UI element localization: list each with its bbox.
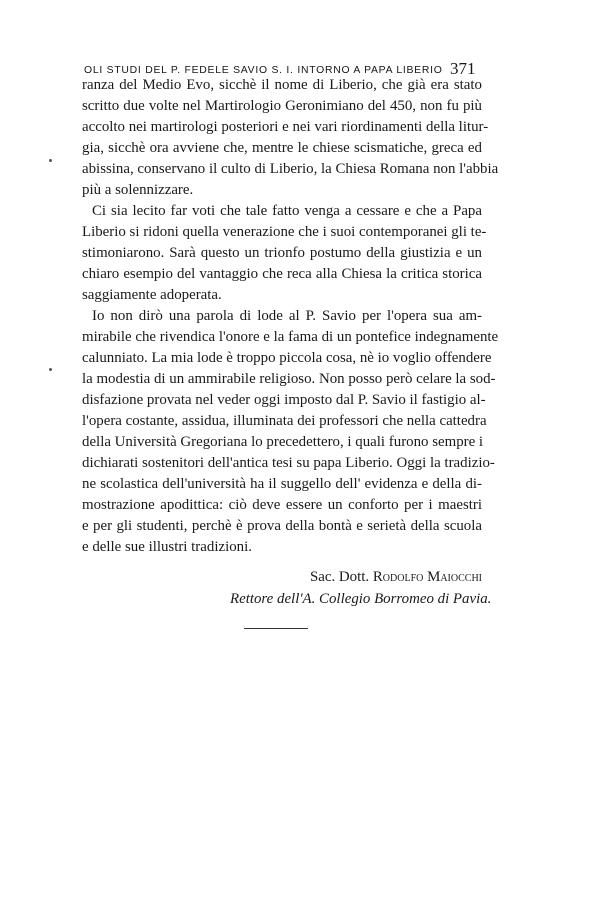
text-line: l'opera costante, assidua, illuminata dei professori che nella cattedra <box>82 413 487 429</box>
text-line: saggiamente adoperata. <box>82 287 222 303</box>
text-line: ranza del Medio Evo, sicchè il nome di Liberio, che già era stato <box>82 77 482 93</box>
text-line: più a solennizzare. <box>82 182 194 198</box>
text-line: Liberio si ridoni quella venerazione che i suoi contemporanei gli te- <box>82 224 487 240</box>
running-title: OLI STUDI DEL P. FEDELE SAVIO S. I. INTORNO A PAPA LIBERIO <box>84 65 443 76</box>
text-line: scritto due volte nel Martirologio Geronimiano del 450, non fu più <box>82 98 482 114</box>
text-line: dichiarati sostenitori dell'antica tesi su papa Liberio. Oggi la tradizio- <box>82 455 495 471</box>
text-line: disfazione provata nel veder oggi imposto dal P. Savio il fastigio al- <box>82 392 486 408</box>
signature-author: Rodolfo Maiocchi <box>372 569 482 585</box>
signature-prefix: Sac. Dott. <box>309 569 370 585</box>
text-line: e per gli studenti, perchè è prova della bontà e serietà della scuola <box>82 518 482 534</box>
page-number: 371 <box>450 59 476 78</box>
text-line: abissina, conservano il culto di Liberio, la Chiesa Romana non l'abbia <box>82 161 499 177</box>
text-line: chiaro esempio del vantaggio che reca alla Chiesa la critica storica <box>82 266 482 282</box>
text-line: della Università Gregoriana lo precedettero, i quali furono sempre i <box>82 434 484 450</box>
signature-title: Rettore dell'A. Collegio Borromeo di Pavia. <box>230 591 492 607</box>
text-line: mostrazione apodittica: ciò deve essere un conforto per i maestri <box>82 497 482 513</box>
text-line: accolto nei martirologi posteriori e nei vari riordinamenti della litur- <box>82 119 489 135</box>
text-line: ne scolastica dell'università ha il suggello dell' evidenza e della di- <box>82 476 482 492</box>
text-line: calunniato. La mia lode è troppo piccola cosa, nè io voglio offendere <box>82 350 492 366</box>
signature-name <box>230 566 482 588</box>
margin-mark <box>49 368 52 371</box>
text-line: stimoniarono. Sarà questo un trionfo postumo della giustizia e un <box>82 245 482 261</box>
paragraph-first-line: Ci sia lecito far voti che tale fatto venga a cessare e che a Papa <box>92 203 482 219</box>
text-line: la modestia di un ammirabile religioso. Non posso però celare la sod- <box>82 371 496 387</box>
closing-rule <box>244 628 308 629</box>
text-line: e delle sue illustri tradizioni. <box>82 539 252 555</box>
margin-mark <box>49 159 52 162</box>
text-line: mirabile che rivendica l'onore e la fama di un pontefice indegnamente <box>82 329 499 345</box>
text-line: gia, sicchè ora avviene che, mentre le chiese scismatiche, greca ed <box>82 140 482 156</box>
paragraph-first-line: Io non dirò una parola di lode al P. Savio per l'opera sua am- <box>92 308 482 324</box>
